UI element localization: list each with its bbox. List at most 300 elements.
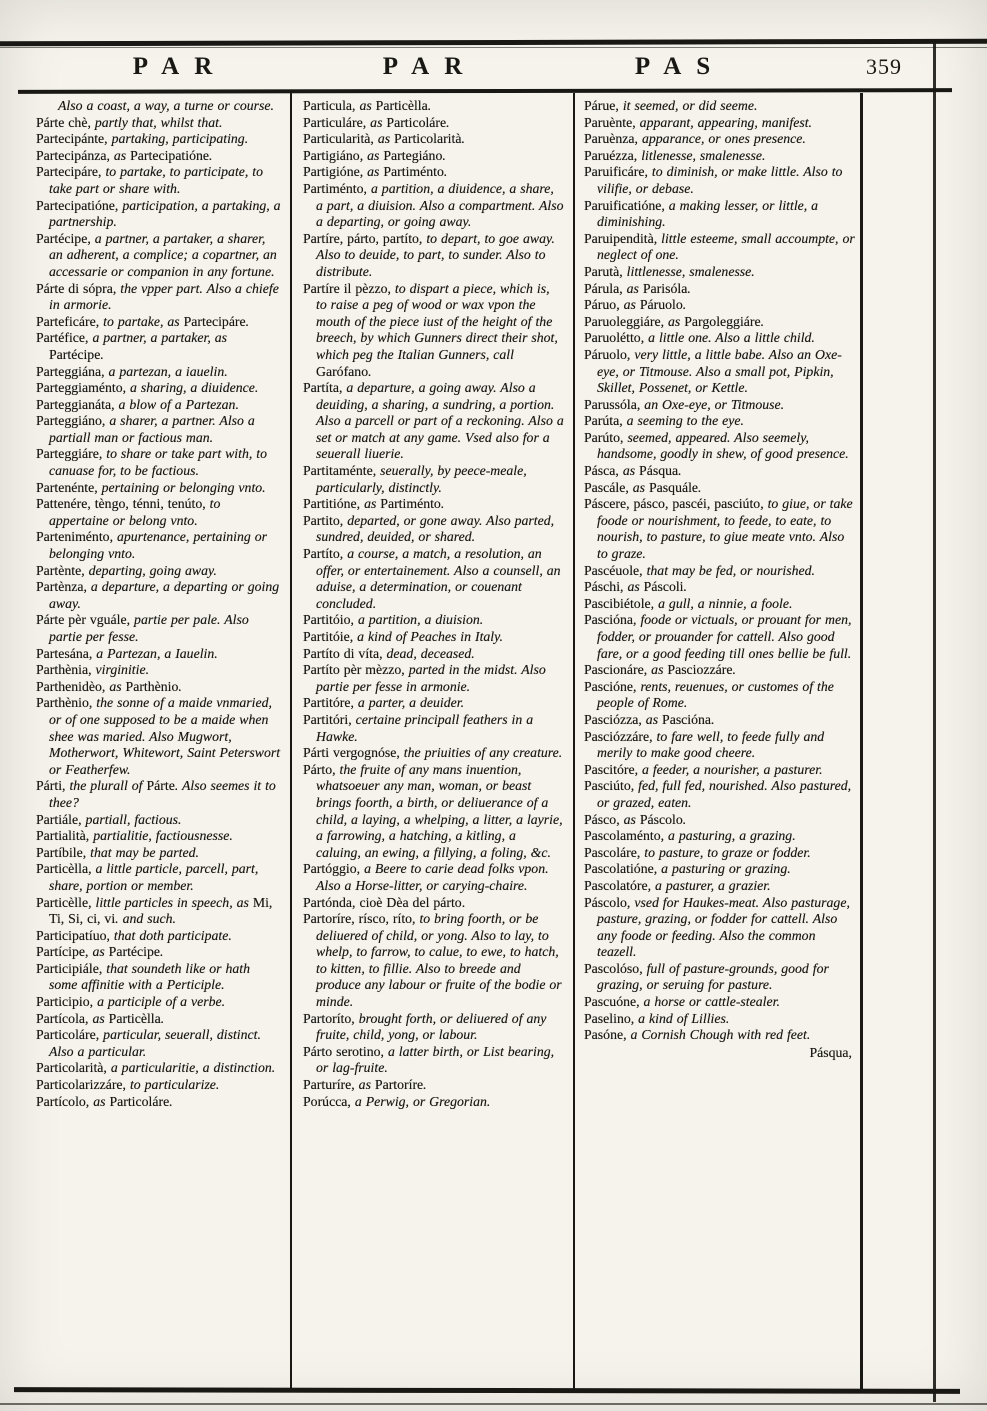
entry-definition-text: very little, a little babe. Also an Oxe-eye, or Titmouse. Also a small pot, Pipkin, Skillet, Possenet, or Kettle. [597, 346, 842, 396]
dictionary-entry [584, 729, 856, 762]
entry-headword: Paruificatióne, [584, 197, 665, 213]
entry-headword: Partecipánza, [36, 147, 110, 163]
dictionary-entry [584, 778, 856, 811]
entry-headword: Paruificáre, [584, 164, 648, 180]
entry-definition-text: the vpper part. Also a chiefe in armorie. [49, 280, 279, 313]
entry-definition-text: Partiménto [380, 496, 441, 512]
dictionary-entry [303, 861, 564, 894]
dictionary-entry [584, 131, 856, 148]
entry-definition-text: Partegiáno [383, 147, 443, 163]
entry-headword: Partoríto, [303, 1010, 355, 1026]
entry-definition-text: . [160, 944, 164, 960]
dictionary-entry [303, 629, 564, 646]
entry-definition-text: littlenesse, smalenesse. [626, 263, 755, 279]
entry-headword: Parteggiána, [36, 363, 105, 379]
entry-headword: Partéfice, [36, 330, 89, 346]
entry-definition-text: little esteeme, small accoumpte, or neglect of one. [597, 230, 855, 263]
dictionary-entry [584, 347, 856, 397]
entry-definition-text: Partoríre [374, 1077, 424, 1093]
entry-headword: Párula, [584, 280, 623, 296]
entry-definition-text: . [732, 662, 736, 678]
entry-headword: Porúcca, [303, 1093, 351, 1109]
entry-definition-text: . [245, 313, 250, 329]
entry-definition-text: cioè Dèa del párto. [359, 894, 466, 910]
entry-definition-text: Partécipe [49, 346, 101, 362]
running-head-left: PAR [132, 53, 228, 80]
dictionary-entry [303, 115, 564, 132]
entry-definition-text: to particularize. [129, 1077, 220, 1093]
entry-definition-text: parted in the midst. Also partie per fesse in armonie. [316, 662, 546, 694]
dictionary-entry [303, 712, 564, 745]
entry-definition-text: Páruolo [639, 297, 683, 313]
entry-headword: Parteggianáta, [36, 396, 115, 412]
top-border-rule-thin [0, 47, 987, 48]
dictionary-entry [584, 98, 856, 115]
entry-definition-text: to dispart a piece, which is, to raise a peg of wood or wax vpon the mouth of the piece iust of the height of the breech, by which Gunners direct their shot, which peg the Italian Gunners, call [316, 280, 558, 362]
dictionary-entry [303, 762, 564, 862]
entry-definition-text: it seemed, or did seeme. [622, 98, 758, 113]
entry-headword: Partiále, [36, 811, 82, 827]
entry-definition-text: participation, a partaking, a partnership. [49, 197, 281, 230]
entry-headword: Paruènte, [584, 114, 636, 130]
entry-definition-text: Pasquále [649, 479, 699, 495]
dictionary-entry [36, 1060, 281, 1077]
entry-definition-text: seemed, appeared. Also seemely, handsome, goodly in shew, of good presence. [597, 429, 849, 462]
dictionary-entry [36, 380, 281, 397]
dictionary-entry [36, 994, 281, 1011]
entry-definition-text: partialitie, factiousnesse. [93, 828, 233, 844]
entry-definition-text: pertaining or belonging vnto. [101, 479, 266, 495]
dictionary-entry [36, 281, 281, 314]
entry-definition-text: a departure, a going away. Also a deuiding, a sharing, a sundring, a portion. Also a parcell or part of a reckoning. Also a set or match at any game. Vsed also for a seuerall liuerie. [316, 380, 564, 462]
entry-headword: Parutà, [584, 263, 623, 279]
dictionary-entry [584, 198, 856, 231]
dictionary-entry [303, 662, 564, 695]
entry-definition-text: the priuities of any creature. [403, 745, 563, 761]
entry-definition-text: brought forth, or deliuered of any fruite, child, yong, or labour. [316, 1010, 547, 1043]
dictionary-entry [584, 662, 856, 679]
entry-definition-text: . [711, 711, 715, 727]
entry-headword: Participio, [36, 994, 94, 1010]
entry-headword: Partigiáno, [303, 147, 364, 163]
entry-definition-text: as [668, 313, 685, 329]
dictionary-entry [584, 115, 856, 132]
dictionary-entry [36, 812, 281, 829]
entry-headword: Páscolo, [584, 894, 631, 910]
entry-definition-text: a course, a match, a resolution, an offer, or entertainement. Also a counsell, an aduise, a determination, or couenant concluded. [316, 546, 561, 611]
entry-definition-text: a participle of a verbe. [97, 994, 226, 1010]
dictionary-entry [36, 198, 281, 231]
dictionary-entry [36, 778, 281, 811]
entry-definition-text: the sonne of a maide vnmaried, or of one supposed to be a maide when shee was maried. Also Mugwort, Motherwort, Whitewort, Saint Peterswort or Featherfew. [49, 695, 281, 777]
entry-definition-text: as [93, 1093, 110, 1109]
entry-definition-text: as [367, 164, 384, 180]
dictionary-entry [36, 98, 281, 115]
entry-headword: Páscere, pásco, pascéi, pasciúto, [584, 496, 764, 512]
entry-definition-text: . [760, 313, 765, 329]
entry-headword: Partitóri, [303, 711, 352, 727]
entry-headword: Pascolaménto, [584, 828, 665, 844]
dictionary-entry [36, 529, 281, 562]
entry-definition-text: a little one. Also a little child. [648, 330, 815, 346]
dictionary-entry [584, 596, 856, 613]
entry-headword: Pascióne, [584, 678, 637, 694]
entry-definition-text: as [623, 297, 640, 313]
dictionary-entry [303, 1044, 564, 1077]
entry-headword: Parteggiáno, [36, 413, 106, 429]
dictionary-entry [584, 148, 856, 165]
entry-definition-text: a partition, a diuidence, a share, a part, a diuision. Also a compartment. Also a departing, or going away. [316, 180, 564, 230]
dictionary-entry [36, 1094, 281, 1111]
dictionary-entry [36, 612, 281, 645]
entry-definition-text: as [651, 662, 668, 678]
entry-definition-text: Pásqua [639, 463, 679, 479]
entry-headword: Partíbile, [36, 844, 87, 860]
top-border-rule [0, 39, 987, 47]
dictionary-entry [584, 712, 856, 729]
entry-definition-text: as [92, 1010, 109, 1026]
dictionary-entry [36, 164, 281, 197]
dictionary-entry [584, 413, 856, 430]
dictionary-entry [36, 446, 281, 479]
entry-definition-text: as [359, 98, 376, 113]
column-divider-1 [290, 93, 292, 1389]
dictionary-entry [584, 496, 856, 562]
entry-headword: Párue, [584, 98, 619, 113]
dictionary-entry [36, 1027, 281, 1060]
entry-headword: Partícolo, [36, 1093, 90, 1109]
entry-definition-text: that may be parted. [90, 844, 199, 860]
dictionary-entry [303, 745, 564, 762]
entry-definition-text: an Oxe-eye, or Titmouse. [644, 396, 785, 412]
dictionary-entry [36, 231, 281, 281]
entry-definition-text: to diminish, or make little. Also to vilifie, or debase. [597, 164, 843, 196]
entry-definition-text: . [678, 463, 682, 479]
entry-headword: Páschi, [584, 579, 624, 595]
entry-headword: Pascibiétole, [584, 595, 655, 611]
entry-definition-text: to partake, as [103, 313, 184, 329]
running-head-center: PAR [382, 53, 478, 80]
entry-definition-text: . [160, 1010, 165, 1026]
entry-headword: Partitaménte, [303, 463, 377, 479]
entry-definition-text: full of pasture-grounds, good for grazing, or seruing for pasture. [597, 960, 829, 993]
entry-definition-text: a feeder, a nourisher, a pasturer. [641, 761, 823, 777]
entry-definition-text: as [626, 280, 643, 296]
dictionary-entry [584, 579, 856, 596]
dictionary-entry [303, 1094, 564, 1111]
entry-headword: Parteggiaménto, [36, 380, 127, 396]
entry-definition-text: a partner, a partaker, as [92, 330, 228, 346]
dictionary-entry [584, 812, 856, 829]
dictionary-entry [584, 762, 856, 779]
entry-headword: Partesána, [36, 645, 93, 661]
dictionary-entry [584, 430, 856, 463]
entry-headword: Partecipatióne, [36, 197, 119, 213]
entry-definition-text: Partiménto [383, 164, 444, 180]
dictionary-entry [36, 662, 281, 679]
entry-definition-text: litlenesse, smalenesse. [641, 147, 766, 163]
entry-headword: Particolarizzáre, [36, 1077, 127, 1093]
dictionary-entry [36, 148, 281, 165]
entry-definition-text: departed, or gone away. Also parted, sundred, deuided, or shared. [316, 512, 555, 545]
entry-definition-text: a parter, a deuider. [357, 695, 465, 711]
dictionary-entry [36, 944, 281, 961]
entry-headword: Paruènza, [584, 131, 639, 147]
entry-headword: Paruipendità, [584, 230, 658, 246]
dictionary-entry [303, 546, 564, 612]
entry-definition-text: seuerally, by peece-meale, particularly, distinctly. [316, 463, 527, 495]
dictionary-entry [303, 380, 564, 463]
entry-headword: Parthènio, [36, 695, 93, 711]
entry-definition-text: a sharer, a partner. Also a partiall man or factious man. [49, 413, 255, 445]
entry-definition-text: little particles in speech, as [95, 894, 253, 910]
dictionary-entry [303, 646, 564, 663]
dictionary-entry [584, 397, 856, 414]
dictionary-entry [584, 994, 856, 1011]
entry-definition-text: . [169, 1093, 173, 1109]
entry-definition-text: . [461, 131, 465, 147]
entry-definition-text: Particolarità [394, 131, 462, 147]
entry-definition-text: certaine principall feathers in a Hawke. [316, 711, 534, 744]
entry-definition-text: Also a coast, a way, a turne or course. [58, 98, 274, 113]
entry-definition-text: . [683, 579, 687, 595]
dictionary-entry [36, 695, 281, 778]
entry-definition-text: a pasturing or grazing. [661, 861, 791, 877]
page-number: 359 [866, 54, 902, 79]
entry-definition-text: . [209, 147, 213, 163]
entry-definition-text: . [100, 346, 104, 362]
entry-definition-text: a pasturer, a grazier. [655, 877, 771, 893]
dictionary-entry [36, 413, 281, 446]
entry-headword: Pasciózza, [584, 711, 642, 727]
entry-headword: Paruolétto, [584, 330, 645, 346]
entry-definition-text: a little particle, parcell, part, share, portion or member. [49, 861, 259, 893]
dictionary-entry [303, 496, 564, 513]
entry-definition-text: as [109, 678, 126, 694]
entry-definition-text: a Cornish Chough with red feet. [630, 1027, 811, 1043]
entry-headword: Parturíre, [303, 1077, 355, 1093]
entry-definition-text: apparant, appearing, manifest. [639, 114, 812, 130]
entry-definition-text: fed, full fed, nourished. Also pastured, or grazed, eaten. [597, 778, 852, 810]
entry-definition-text: apurtenance, pertaining or belonging vnto. [49, 529, 268, 562]
dictionary-entry [36, 579, 281, 612]
catchword: Pásqua, [809, 1044, 852, 1060]
dictionary-column-middle [290, 96, 573, 1388]
entry-definition-text: to depart, to goe away. Also to deuide, to part, to sunder. Also to distribute. [316, 230, 555, 279]
entry-headword: Párte chè, [36, 114, 91, 130]
entry-definition-text: a sharing, a diuidence. [130, 380, 259, 396]
entry-definition-text: that soundeth like or hath some affinitie with a Perticiple. [49, 960, 251, 993]
entry-definition-text: Pascióna [662, 711, 712, 727]
columns [30, 96, 860, 1388]
dictionary-entry [36, 928, 281, 945]
entry-definition-text: . [178, 678, 182, 694]
entry-definition-text: a latter birth, or List bearing, or lag-fruite. [316, 1043, 555, 1076]
dictionary-entry [584, 679, 856, 712]
entry-definition-text: Partécipe [108, 944, 160, 960]
entry-definition-text: . [440, 496, 445, 512]
entry-definition-text: foode or victuals, or prouant for men, fodder, or prouander for cattell. Also good fare, or a good feeding till ones bellie be full. [597, 612, 852, 661]
bottom-border-rule-thin [0, 1403, 987, 1405]
entry-headword: Pascióna, [584, 612, 637, 628]
entry-headword: Pascéuole, [584, 562, 643, 578]
entry-headword: Pascolatióne, [584, 861, 658, 877]
dictionary-entry [303, 1011, 564, 1044]
entry-headword: Partènza, [36, 579, 87, 595]
entry-headword: Partíre il pèzzo, [303, 280, 391, 296]
dictionary-entry [584, 463, 856, 480]
entry-headword: Párto, [303, 761, 336, 777]
entry-definition-text: virginitie. [95, 662, 150, 678]
entry-definition-text: to bring foorth, or be deliuered of child, or yong. Also to lay, to whelp, to farrow, to calue, to ewe, to hatch, to kitten, to fillie. Also to breede and produce any labour or fruite of the bodie or minde. [316, 911, 562, 1010]
entry-headword: Partóggio, [303, 861, 361, 877]
entry-definition-text: a horse or cattle-stealer. [643, 994, 780, 1010]
entry-definition-text: particular, seuerall, distinct. Also a particular. [49, 1027, 261, 1059]
entry-definition-text: . [446, 114, 450, 130]
entry-definition-text: a blow of a Partezan. [118, 396, 239, 412]
dictionary-entry [584, 314, 856, 331]
entry-headword: Partícipe, [36, 944, 89, 960]
dictionary-entry [36, 364, 281, 381]
entry-definition-text: a departure, a departing or going away. [49, 579, 280, 611]
entry-definition-text: Pargoleggiáre [684, 313, 761, 329]
entry-definition-text: Páscolo [639, 811, 683, 827]
entry-definition-text: . [687, 280, 691, 296]
dictionary-entry [36, 845, 281, 862]
dictionary-entry [36, 1011, 281, 1028]
dictionary-entry [584, 330, 856, 347]
entry-headword: Parthènia, [36, 662, 92, 678]
dictionary-entry [584, 878, 856, 895]
entry-headword: Partitóre, [303, 695, 354, 711]
entry-definition-text: as [358, 1077, 375, 1093]
dictionary-entry [303, 612, 564, 629]
dictionary-entry [584, 895, 856, 961]
dictionary-entry [303, 895, 564, 912]
entry-headword: Páruolo, [584, 346, 631, 362]
entry-definition-text: Pasciozzáre [667, 662, 733, 678]
entry-definition-text: as [623, 811, 640, 827]
entry-headword: Partíre, párto, partíto, [303, 230, 423, 246]
entry-definition-text: as [627, 579, 644, 595]
entry-definition-text: a particularitie, a distinction. [110, 1060, 276, 1076]
entry-headword: Pascionáre, [584, 662, 648, 678]
entry-definition-text: a partezan, a iauelin. [108, 363, 228, 379]
bottom-border-rule [14, 1387, 960, 1394]
dictionary-entry [584, 1027, 856, 1044]
entry-definition-text: to share or take part with, to canuase for, to be factious. [49, 446, 268, 479]
entry-headword: Partíto di víta, [303, 645, 383, 661]
entry-definition-text: as [622, 463, 640, 479]
entry-definition-text: Partecipatióne [130, 147, 210, 163]
entry-definition-text: to partake, to participate, to take part or share with. [49, 164, 264, 196]
entry-headword: Partónda, [303, 894, 356, 910]
entry-definition-text: partie per pale. Also partie per fesse. [49, 612, 249, 644]
entry-headword: Parúto, [584, 429, 624, 445]
entry-definition-text: partiall, factious. [85, 811, 182, 827]
entry-definition-text: vsed for Haukes-meat. Also pasturage, pasture, grazing, or fodder for cattell. Also any foode or feeding. Also the common teazell. [597, 894, 850, 960]
dictionary-entry [303, 98, 564, 115]
entry-definition-text: a gull, a ninnie, a foole. [658, 595, 793, 611]
entry-definition-text: as [92, 944, 109, 960]
entry-definition-text: as [377, 131, 395, 147]
header-separator-rule [18, 88, 952, 94]
entry-headword: Partitóio, [303, 612, 354, 628]
entry-definition-text: a seeming to the eye. [626, 413, 744, 429]
entry-headword: Particula, [303, 98, 356, 113]
entry-definition-text: . Also seemes it to thee? [49, 778, 276, 810]
dictionary-entry [303, 164, 564, 181]
entry-headword: Particoláre, [36, 1027, 100, 1043]
entry-definition-text: Particèlla [375, 98, 428, 113]
dictionary-entry [584, 297, 856, 314]
entry-definition-text: as [364, 496, 381, 512]
entry-definition-text: a Perwig, or Gregorian. [354, 1093, 491, 1109]
dictionary-entry [36, 115, 281, 132]
entry-definition-text: partaking, participating. [111, 131, 249, 147]
entry-definition-text: as [113, 147, 131, 163]
entry-definition-text: Garófano [316, 363, 369, 379]
entry-headword: Párti, [36, 778, 66, 794]
column-divider-2 [573, 93, 575, 1389]
entry-definition-text: a partition, a diuision. [357, 612, 484, 628]
dictionary-entry [36, 961, 281, 994]
dictionary-entry [584, 480, 856, 497]
dictionary-entry [584, 961, 856, 994]
entry-definition-text: . [442, 147, 446, 163]
entry-definition-text: as [645, 711, 663, 727]
entry-definition-text: dead, deceased. [386, 645, 475, 661]
entry-definition-text: apparance, or ones presence. [641, 131, 806, 147]
entry-headword: Partialità, [36, 828, 90, 844]
entry-headword: Páruo, [584, 297, 620, 313]
entry-headword: Parussóla, [584, 396, 641, 412]
dictionary-entry [303, 1077, 564, 1094]
dictionary-entry [36, 131, 281, 148]
entry-definition-text: to fare well, to feede fully and merily to make good cheere. [597, 728, 825, 761]
entry-headword: Párti vergognóse, [303, 745, 400, 761]
dictionary-entry [36, 563, 281, 580]
entry-headword: Parthenidèo, [36, 678, 106, 694]
entry-definition-text: Particoláre [109, 1093, 170, 1109]
dictionary-entry [36, 496, 281, 529]
dictionary-entry [584, 281, 856, 298]
entry-headword: Partenénte, [36, 479, 98, 495]
entry-definition-text: Párte [146, 778, 175, 794]
dictionary-entry [584, 612, 856, 662]
entry-headword: Partitióne, [303, 496, 361, 512]
entry-definition-text: . [443, 164, 448, 180]
entry-definition-text: a Partezan, a Iauelin. [96, 645, 218, 661]
dictionary-entry [36, 646, 281, 663]
entry-headword: Paselino, [584, 1010, 635, 1026]
dictionary-entry [303, 281, 564, 381]
entry-headword: Partícola, [36, 1010, 89, 1026]
entry-definition-text: a partner, a partaker, a sharer, an adherent, a complice; a copartner, an accessarie or companion in any fortune. [49, 230, 277, 279]
running-head-right: PAS [634, 53, 726, 80]
entry-definition-text: . and such. [115, 911, 176, 927]
entry-headword: Pasóne, [584, 1027, 627, 1043]
entry-definition-text: the plurall of [69, 778, 147, 794]
entry-headword: Pascuóne, [584, 994, 640, 1010]
dictionary-entry [36, 397, 281, 414]
dictionary-entry [584, 828, 856, 845]
dictionary-entry [36, 861, 281, 894]
entry-definition-text: as [370, 114, 387, 130]
dictionary-entry [584, 563, 856, 580]
dictionary-column-left [30, 96, 290, 1388]
entry-headword: Partécipe, [36, 230, 91, 246]
